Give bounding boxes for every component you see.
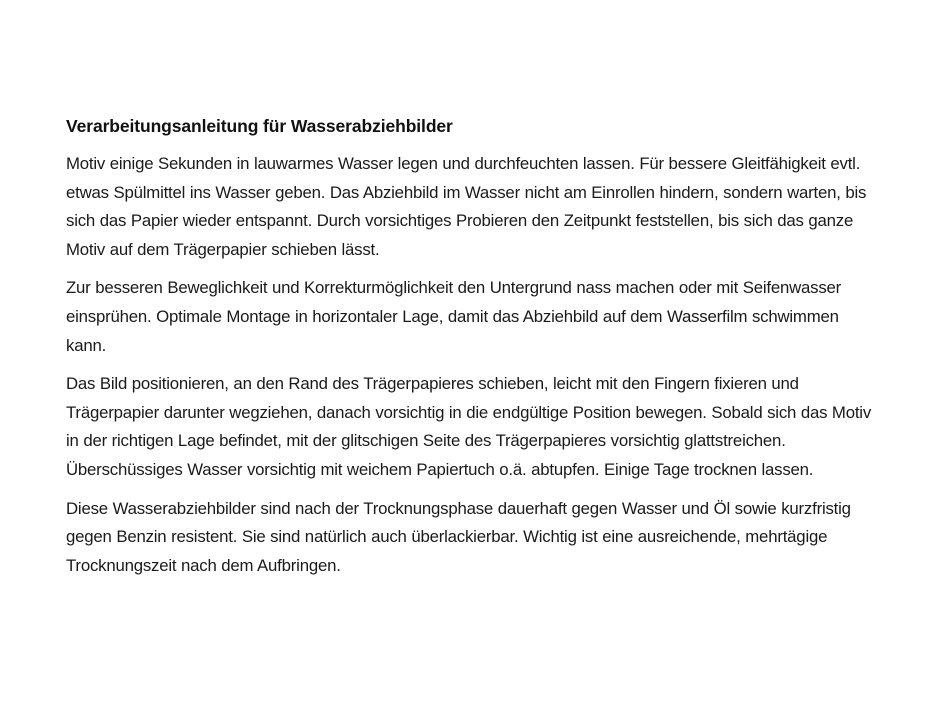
document-title: Verarbeitungsanleitung für Wasserabziehbilder (66, 116, 453, 136)
paragraph-durability-notes: Diese Wasserabziehbilder sind nach der Trocknungsphase dauerhaft gegen Wasser und Öl sowie kurzfristig gegen Benzin resistent. Sie sind natürlich auch überlackierbar. Wichtig ist eine ausreichende, mehrtägige Trocknungszeit nach dem Aufbringen. (66, 498, 851, 575)
paragraph-soaking-instructions: Motiv einige Sekunden in lauwarmes Wasser legen und durchfeuchten lassen. Für bessere Gleitfähigkeit evtl. etwas Spülmittel ins Wasser geben. Das Abziehbild im Wasser nicht am Einrollen hindern, sondern warten, bis sich das Papier wieder entspannt. Durch vorsichtiges Probieren den Zeitpunkt feststellen, bis sich das ganze Motiv auf dem Trägerpapier schieben lässt. (66, 154, 867, 259)
paragraph-surface-preparation: Zur besseren Beweglichkeit und Korrekturmöglichkeit den Untergrund nass machen oder mit Seifenwasser einsprühen. Optimale Montage in horizontaler Lage, damit das Abziehbild auf dem Wasserfilm schwimmen kann. (66, 278, 842, 355)
paragraph-positioning-instructions: Das Bild positionieren, an den Rand des Trägerpapieres schieben, leicht mit den Fingern fixieren und Trägerpapier darunter wegziehen, danach vorsichtig in die endgültige Position bewegen. Sobald sich das Motiv in der richtigen Lage befindet, mit der glitschigen Seite des Trägerpapieres vorsichtig glattstreichen. Überschüssiges Wasser vorsichtig mit weichem Papiertuch o.ä. abtupfen. Einige Tage trocknen lassen. (66, 374, 872, 479)
document-content (66, 112, 882, 590)
